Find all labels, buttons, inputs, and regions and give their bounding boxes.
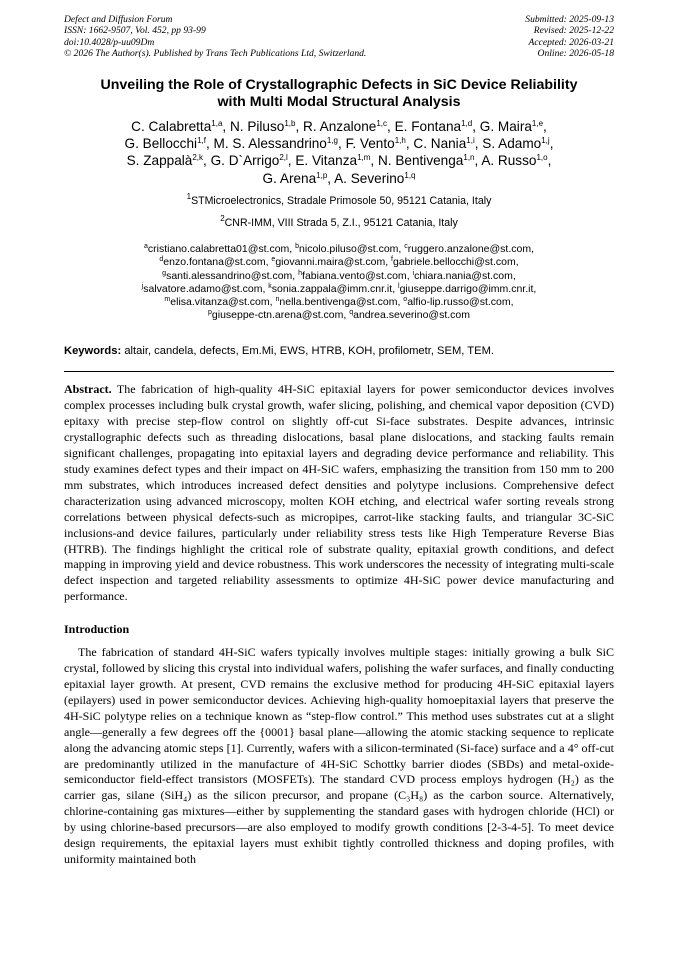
email-address[interactable] bbox=[298, 270, 407, 282]
email-sup: e bbox=[271, 256, 276, 264]
author-name: A. Russo bbox=[481, 153, 537, 169]
author bbox=[230, 119, 296, 134]
copyright: © 2026 The Author(s). Published by Trans Tech Publications Ltd, Switzerland. bbox=[64, 48, 367, 60]
email-text[interactable]: sonia.zappala@imm.cnr.it bbox=[271, 282, 393, 295]
author-name: G. Maira bbox=[479, 118, 532, 134]
email-sup: b bbox=[295, 243, 300, 251]
author-sup: 1,o bbox=[536, 153, 548, 163]
email-address[interactable] bbox=[164, 296, 269, 308]
email-sup: q bbox=[349, 309, 354, 317]
email-address[interactable] bbox=[144, 243, 289, 255]
email-address[interactable] bbox=[391, 256, 516, 268]
author bbox=[127, 153, 203, 168]
email-address[interactable] bbox=[295, 243, 398, 255]
email-text[interactable]: giuseppe.darrigo@imm.cnr.it bbox=[399, 282, 534, 295]
abstract-text: The fabrication of high-quality 4H-SiC epitaxial layers for power semiconductor devices involves complex processes including bulk crystal growth, wafer slicing, polishing, and chemical vapor deposition (CVD) epitaxy with precise step-flow control on slightly off-cut Si-face substrates. Despite advances, intrinsic crystallographic defects such as threading dislocations, basal plane dislocations, and stacking faults remain significant challenges, propagating into epitaxial layers and degrading device performance and reliability. This study examines defect types and their impact on 4H-SiC wafers, emphasizing the transition from 150 mm to 200 mm substrates, which introduces increased defect densities and polytype inclusions. Comprehensive defect characterization using advanced microscopy, molten KOH etching, and electrical wafer sorting reveals strong correlations between physical defects-such as micropipes, carrot-like stacking faults, and triangular 3C-SiC inclusions-and device failures, particularly under reliability stress tests like High Temperature Reverse Bias (HTRB). The findings highlight the critical role of substrate quality, epitaxial growth conditions, and defect mapping in improving yield and device robustness. This work underscores the necessity of integrating multi-scale defect inspection and targeted reliability assessments to optimize 4H-SiC power device manufacturing and performance. bbox=[64, 382, 614, 604]
email-sup: n bbox=[275, 296, 280, 304]
email-address[interactable] bbox=[275, 296, 397, 308]
author-name: N. Bentivenga bbox=[377, 153, 464, 169]
author-sup: 1,c bbox=[376, 118, 388, 128]
author-name: E. Fontana bbox=[394, 118, 462, 134]
email-sup: o bbox=[403, 296, 408, 304]
revised-date: Revised: 2025-12-22 bbox=[533, 25, 614, 37]
author-sup: 1,p bbox=[316, 170, 328, 180]
author bbox=[125, 136, 206, 151]
author-name: G. Bellocchi bbox=[124, 136, 198, 152]
email-sup: p bbox=[207, 309, 212, 317]
author bbox=[346, 136, 406, 151]
author-name: E. Vitanza bbox=[295, 153, 358, 169]
author bbox=[214, 136, 338, 151]
section-heading-introduction: Introduction bbox=[64, 622, 130, 637]
running-header bbox=[64, 14, 614, 60]
header-right bbox=[525, 14, 614, 60]
email-sup: h bbox=[298, 269, 303, 277]
affiliation-text: STMicroelectronics, Stradale Primosole 50, 95121 Catania, Italy bbox=[191, 195, 492, 208]
email-sup: k bbox=[268, 283, 272, 291]
author bbox=[413, 136, 474, 151]
author-name: R. Anzalone bbox=[303, 118, 377, 134]
email-address[interactable] bbox=[268, 283, 392, 295]
email-text[interactable]: fabiana.vento@st.com bbox=[302, 269, 407, 282]
email-text[interactable]: giuseppe-ctn.arena@st.com bbox=[211, 309, 344, 322]
email-text[interactable]: salvatore.adamo@st.com bbox=[143, 282, 263, 295]
author-sup: 1,h bbox=[394, 136, 406, 146]
email-address[interactable] bbox=[159, 256, 265, 268]
email-text[interactable]: nella.bentivenga@st.com bbox=[279, 296, 398, 309]
author bbox=[263, 171, 328, 186]
email-sup: j bbox=[141, 283, 144, 291]
keywords bbox=[64, 344, 614, 358]
author bbox=[481, 153, 547, 168]
author-sup: 2,l bbox=[279, 153, 288, 163]
author-sup: 1,d bbox=[461, 118, 473, 128]
author-sup: 1,n bbox=[463, 153, 475, 163]
author-sup: 1,b bbox=[284, 118, 296, 128]
email-address[interactable] bbox=[162, 270, 292, 282]
author-sup: 1,f bbox=[197, 136, 206, 146]
email-text[interactable]: alfio-lip.russo@st.com bbox=[407, 296, 511, 309]
email-list: $^a$cristiano.calabretta01@st.com, $^b$nicolo.piluso@st.com, $^c$ruggero.anzalone@st.com, $^d$enzo.fontana@st.com, $^e$giovanni.maira@st.com, $^f$gabriele.bellocchi@st.com, $^g$santi.alessandrino@st.com, $^h$fabiana.vento@st.com, $^i$chiara.nania@st.com, $^j$salvatore.adamo@st.com, $^k$sonia.zappala@imm.cnr.it, $^l$giuseppe.darrigo@imm.cnr.it, $^m$elisa.vitanza@st.com, $^n$nella.bentivenga@st.com, $^o$alfio-lip.russo@st.com, $^p$giuseppe-ctn.arena@st.com, $^q$andrea.severino@st.com bbox=[141, 243, 537, 322]
author bbox=[295, 153, 370, 168]
keywords-label: Keywords: bbox=[64, 345, 122, 358]
author bbox=[482, 136, 549, 151]
author bbox=[480, 119, 543, 134]
email-sup: c bbox=[404, 243, 408, 251]
email-sup: a bbox=[144, 243, 148, 251]
email-sup: l bbox=[398, 283, 400, 291]
email-address[interactable] bbox=[404, 243, 531, 255]
author-name: A. Severino bbox=[334, 170, 405, 186]
author-sup: 1,g bbox=[326, 136, 338, 146]
author-name: G. Arena bbox=[262, 170, 317, 186]
author-sup: 1,q bbox=[404, 170, 416, 180]
author-sup: 1,j bbox=[541, 136, 550, 146]
author-name: C. Calabretta bbox=[131, 118, 212, 134]
author-sup: 1,i bbox=[466, 136, 475, 146]
email-address[interactable] bbox=[403, 296, 510, 308]
email-sup: m bbox=[164, 296, 171, 304]
affiliation-1 bbox=[64, 192, 614, 208]
author-sup: 2,k bbox=[192, 153, 204, 163]
author-name: C. Nania bbox=[413, 136, 467, 152]
author bbox=[211, 153, 288, 168]
author bbox=[303, 119, 387, 134]
title-line: with Multi Modal Structural Analysis bbox=[217, 94, 461, 111]
email-text[interactable]: giovanni.maira@st.com bbox=[275, 256, 386, 269]
email-sup: i bbox=[412, 269, 415, 277]
author-sup: 1,m bbox=[357, 153, 371, 163]
accepted-date: Accepted: 2026-03-21 bbox=[528, 36, 614, 48]
affiliation-text: CNR-IMM, VIII Strada 5, Z.I., 95121 Catania, Italy bbox=[224, 217, 458, 230]
abstract-label: Abstract. bbox=[64, 382, 112, 397]
keywords-text: altair, candela, defects, Em.Mi, EWS, HTRB, KOH, profilometr, SEM, TEM. bbox=[124, 345, 495, 358]
email-address[interactable] bbox=[271, 256, 385, 268]
author-name: G. D`Arrigo bbox=[210, 153, 280, 169]
paper-title bbox=[64, 77, 614, 112]
email-address[interactable] bbox=[413, 270, 513, 282]
email-text[interactable]: chiara.nania@st.com bbox=[414, 269, 513, 282]
email-address[interactable] bbox=[142, 283, 263, 295]
email-text[interactable]: enzo.fontana@st.com bbox=[163, 256, 266, 269]
author bbox=[395, 119, 473, 134]
title-line: Unveiling the Role of Crystallographic Defects in SiC Device Reliability bbox=[100, 76, 578, 93]
author-name: S. Adamo bbox=[482, 136, 542, 152]
author-sup: 1,a bbox=[211, 118, 223, 128]
author-list: C. Calabretta$^{1,a}$, N. Piluso$^{1,b}$, R. Anzalone$^{1,c}$, E. Fontana$^{1,d}$, G. Maira$^{1,e}$, G. Bellocchi$^{1,f}$, M. S. Alessandrino$^{1,g}$, F. Vento$^{1,h}$, C. Nania$^{1,i}$, S. Adamo$^{1,j}$, S. Zappalà$^{2,k}$, G. D`Arrigo$^{2,l}$, E. Vitanza$^{1,m}$, N. Bentivenga$^{1,n}$, A. Russo$^{1,o}$, G. Arena$^{1,p}$, A. Severino$^{1,q}$ bbox=[124, 118, 554, 186]
issn-volume: ISSN: 1662-9507, Vol. 452, pp 93-99 bbox=[64, 25, 206, 37]
email-sup: d bbox=[159, 256, 164, 264]
email-text[interactable]: ruggero.anzalone@st.com bbox=[407, 243, 532, 256]
email-sup: g bbox=[162, 269, 167, 277]
abstract bbox=[64, 382, 614, 605]
email-text[interactable]: elisa.vitanza@st.com bbox=[170, 296, 270, 309]
submitted-date: Submitted: 2025-09-13 bbox=[525, 14, 614, 25]
email-address[interactable] bbox=[398, 283, 533, 295]
affiliation-2 bbox=[64, 214, 614, 230]
author-name: S. Zappalà bbox=[126, 153, 193, 169]
email-address[interactable] bbox=[349, 309, 470, 321]
header-left bbox=[64, 14, 366, 60]
section-divider bbox=[64, 371, 614, 372]
email-text[interactable]: nicolo.piluso@st.com bbox=[299, 243, 399, 256]
author-name: F. Vento bbox=[345, 136, 395, 152]
affiliation-sup: 2 bbox=[220, 214, 225, 224]
email-text[interactable]: andrea.severino@st.com bbox=[353, 309, 471, 322]
email-text[interactable]: santi.alessandrino@st.com bbox=[166, 269, 293, 282]
doi[interactable]: doi:10.4028/p-uu09Dm bbox=[64, 36, 155, 48]
email-sup: f bbox=[391, 256, 393, 264]
author bbox=[131, 119, 222, 134]
author-sup: 1,e bbox=[531, 118, 544, 128]
email-address[interactable] bbox=[208, 309, 343, 321]
introduction-paragraph: The fabrication of standard 4H-SiC wafers typically involves multiple stages: initially growing a bulk SiC crystal, followed by slicing this crystal into individual wafers, polishing the wafer surfaces, and finally conducting epitaxial layer growth. At present, CVD remains the exclusive method for producing 4H-SiC epitaxial layers (epilayers) used in power semiconductor devices. Achieving high-quality homoepitaxial layers that preserve the 4H-SiC polytype relies on a technique known as “step-flow control.” This method uses substrates cut at a slight angle—generally a few degrees off the {0001} basal plane—allowing the atomic stacking sequence to replicate along the advancing atomic steps [1]. Currently, wafers with a silicon-terminated (Si-face) surface and a 4° off-cut are predominantly utilized in the manufacture of 4H-SiC Schottky barrier diodes (SBDs) and metal-oxide-semiconductor field-effect transistors (MOSFETs). The standard CVD process employs hydrogen (H₂) as the carrier gas, silane (SiH₄) as the silicon precursor, and propane (C₃H₈) as the carbon source. Alternatively, chlorine-containing gas mixtures—either by supplementing the standard gases with hydrogen chloride (HCl) or by using chlorine-based precursors—are also employed to modify growth conditions [2-3-4-5]. To meet device design requirements, the epitaxial layers must exhibit tightly controlled thickness and doping profiles, with uniformity maintained both bbox=[64, 645, 614, 866]
email-text[interactable]: gabriele.bellocchi@st.com bbox=[393, 256, 516, 269]
online-date: Online: 2026-05-18 bbox=[537, 48, 614, 60]
author-name: N. Piluso bbox=[229, 118, 285, 134]
author bbox=[378, 153, 475, 168]
affiliation-sup: 1 bbox=[186, 192, 192, 202]
author bbox=[334, 171, 415, 186]
journal-name: Defect and Diffusion Forum bbox=[64, 14, 173, 25]
email-text[interactable]: cristiano.calabretta01@st.com bbox=[147, 243, 290, 256]
author-name: M. S. Alessandrino bbox=[213, 136, 327, 152]
